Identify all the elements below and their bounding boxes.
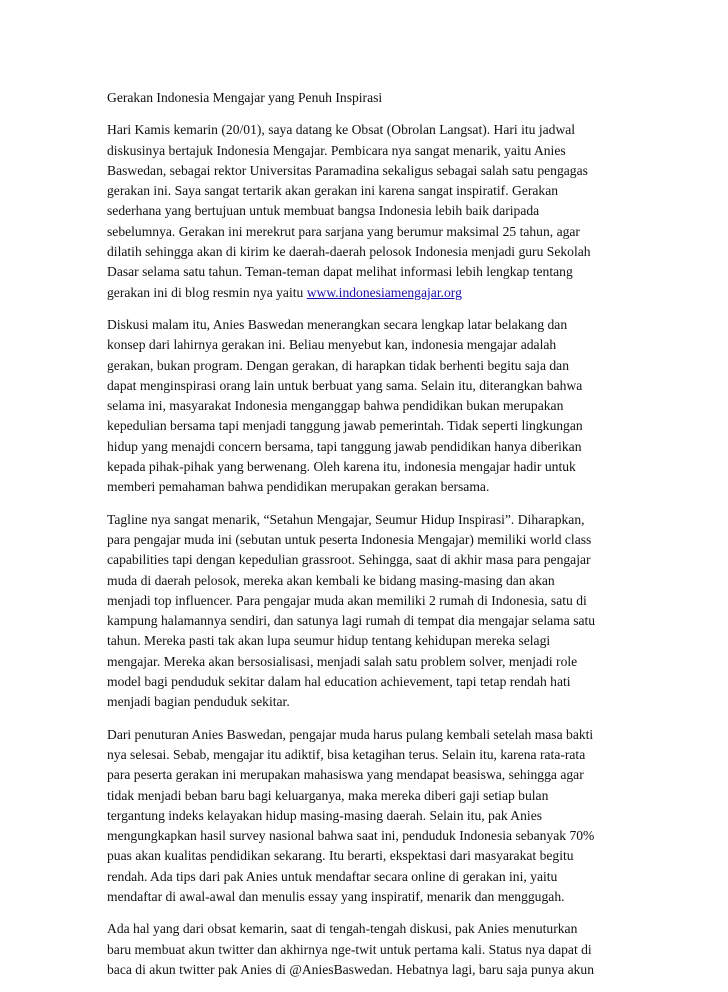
text-line: para peserta gerakan ini merupakan mahasiswa yang mendapat beasiswa, sehingga agar — [107, 767, 584, 783]
document-page — [107, 88, 629, 992]
text-line: para pengajar muda ini (sebutan untuk peserta Indonesia Mengajar) memiliki world class — [107, 531, 592, 547]
text-line: tergantung indeks kelayakan hidup masing-masing daerah. Selain itu, pak Anies — [107, 807, 543, 823]
text-line: selama ini, masyarakat Indonesia menganggap bahwa pendidikan bukan merupakan — [107, 398, 564, 414]
text-line: rendah. Ada tips dari pak Anies untuk mendaftar secara online di gerakan ini, yaitu — [107, 868, 558, 884]
text-line: Baswedan, sebagai rektor Universitas Paramadina sekaligus sebagai salah satu pengagas — [107, 162, 588, 178]
text-line: mengungkapkan hasil survey nasional bahwa saat ini, penduduk Indonesia sebanyak 70% — [107, 828, 595, 844]
text-line: gerakan ini. Saya sangat tertarik akan gerakan ini karena sangat inspiratif. Gerakan — [107, 183, 559, 199]
paragraph-1 — [107, 120, 629, 303]
text-line: puas akan kualitas pendidikan sekarang. Itu berarti, ekspektasi dari masyarakat begitu — [107, 848, 574, 864]
text-line: kepada pihak-pihak yang berwenang. Oleh karena itu, indonesia mengajar hadir untuk — [107, 459, 576, 475]
paragraph-4 — [107, 725, 629, 908]
text-line: menjadi bagian penduduk sekitar. — [107, 694, 290, 710]
text-line: Dari penuturan Anies Baswedan, pengajar muda harus pulang kembali setelah masa bakti — [107, 726, 594, 742]
text-line: dapat menginspirasi orang lain untuk berbuat yang sama. Selain itu, diterangkan bahwa — [107, 377, 583, 393]
text-line: Dasar selama satu tahun. Teman-teman dapat melihat informasi lebih lengkap tentang — [107, 264, 573, 280]
paragraph-5 — [107, 919, 629, 980]
paragraph-2 — [107, 315, 629, 498]
text-line: tidak menjadi beban baru bagi keluarganya, maka mereka diberi gaji setiap bulan — [107, 787, 549, 803]
text-line: nya selesai. Sebab, mengajar itu adiktif, bisa ketagihan terus. Selain itu, karena rata-rata — [107, 746, 586, 762]
text-line: Ada hal yang dari obsat kemarin, saat di tengah-tengah diskusi, pak Anies menuturkan — [107, 921, 578, 937]
text-line: capabilities tapi dengan kepedulian grassroot. Sehingga, saat di akhir masa para pengajar — [107, 552, 591, 568]
text-line: gerakan, bukan program. Dengan gerakan, di harapkan tidak berhenti begitu saja dan — [107, 357, 570, 373]
text-line: sebelumnya. Gerakan ini merekrut para sarjana yang berumur maksimal 25 tahun, agar — [107, 223, 580, 239]
text-line-with-link — [107, 283, 629, 303]
text-line: kepedulian bersama tapi menjadi tanggung jawab pemerintah. Tidak seperti lingkungan — [107, 418, 583, 434]
text-line: sederhana yang bertujuan untuk membuat bangsa Indonesia lebih baik daripada — [107, 203, 540, 219]
text-line: hidup yang menajdi concern bersama, tapi tanggung jawab pendidikan hanya diberikan — [107, 438, 582, 454]
text-line: baca di akun twitter pak Anies di @AniesBaswedan. Hebatnya lagi, baru saja punya akun — [107, 961, 595, 977]
text-line: muda di daerah pelosok, mereka akan kembali ke bidang masing-masing dan akan — [107, 572, 555, 588]
text-line: baru membuat akun twitter dan akhirnya nge-twit untuk pertama kali. Status nya dapat di — [107, 941, 592, 957]
text-line: konsep dari lahirnya gerakan ini. Beliau menyebut kan, indonesia mengajar adalah — [107, 337, 557, 353]
text-line: model bagi penduduk sekitar dalam hal education achievement, tapi tetap rendah hati — [107, 674, 571, 690]
text-line: mendaftar di awal-awal dan menulis essay yang inspiratif, menarik dan menggugah. — [107, 888, 565, 904]
text-line: Diskusi malam itu, Anies Baswedan menerangkan secara lengkap latar belakang dan — [107, 316, 568, 332]
text-line: menjadi top influencer. Para pengajar muda akan memiliki 2 rumah di Indonesia, satu di — [107, 592, 587, 608]
text-line: mengajar. Mereka akan bersosialisasi, menjadi salah satu problem solver, menjadi role — [107, 653, 578, 669]
text-line: diskusinya bertajuk Indonesia Mengajar. Pembicara nya sangat menarik, yaitu Anies — [107, 142, 566, 158]
text-line: kampung halamannya sendiri, dan satunya lagi rumah di tempat dia mengajar selama satu — [107, 613, 596, 629]
text-line: Tagline nya sangat menarik, “Setahun Mengajar, Seumur Hidup Inspirasi”. Diharapkan, — [107, 511, 585, 527]
text-line: Hari Kamis kemarin (20/01), saya datang ke Obsat (Obrolan Langsat). Hari itu jadwal — [107, 122, 576, 138]
text-line: memberi pemahaman bahwa pendidikan merupakan gerakan bersama. — [107, 479, 490, 495]
text-line: dilatih sehingga akan di kirim ke daerah-daerah pelosok Indonesia menjadi guru Sekolah — [107, 244, 591, 260]
text-line: tahun. Mereka pasti tak akan lupa seumur hidup tentang kehidupan mereka selagi — [107, 633, 551, 649]
document-title: Gerakan Indonesia Mengajar yang Penuh Inspirasi — [107, 90, 383, 105]
indonesia-mengajar-link[interactable]: www.indonesiamengajar.org — [306, 284, 462, 300]
text-line-prefix: gerakan ini di blog resmin nya yaitu — [107, 284, 307, 300]
paragraph-3 — [107, 510, 629, 713]
